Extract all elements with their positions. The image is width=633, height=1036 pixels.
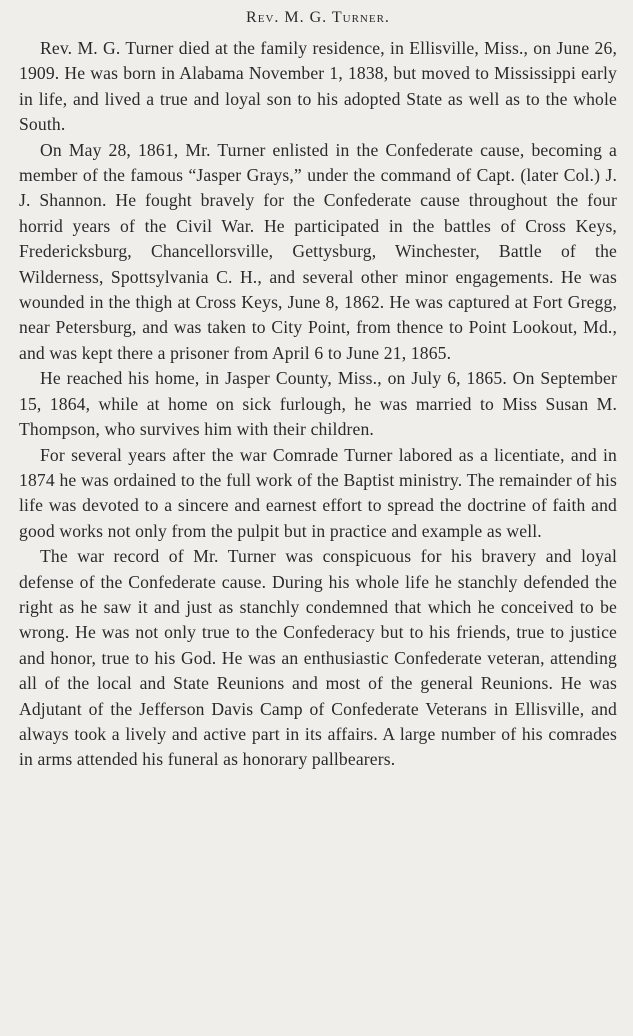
paragraph-ministry: For several years after the war Comrade Turner labored as a licentiate, and in 1874 he was ordained to the full work of the Baptist ministry. The remainder of his life was devoted to a sincere and earnest effort to spread the doctrine of faith and good works not only from the pulpit but in practice and example as well.: [19, 444, 617, 541]
paragraph-death-and-birth: Rev. M. G. Turner died at the family residence, in Ellisville, Miss., on June 26, 1909. He was born in Alabama November 1, 1838, but moved to Mississippi early in life, and lived a true and loyal son to his adopted State as well as to the whole South.: [19, 38, 617, 135]
obituary-heading: Rev. M. G. Turner.: [246, 9, 390, 26]
paragraph-military-service: On May 28, 1861, Mr. Turner enlisted in the Confederate cause, becoming a member of the famous “Jasper Grays,” under the command of Capt. (later Col.) J. J. Shannon. He fought bravely for the Confederate cause throughout the four horrid years of the Civil War. He participated in the battles of Cross Keys, Fredericksburg, Chancellorsville, Gettysburg, Winchester, Battle of the Wilderness, Spottsylvania C. H., and several other minor engagements. He was wounded in the thigh at Cross Keys, June 8, 1862. He was captured at Fort Gregg, near Petersburg, and was taken to City Point, from thence to Point Lookout, Md., and was kept there a prisoner from April 6 to June 21, 1865.: [19, 139, 617, 363]
paragraph-return-and-marriage: He reached his home, in Jasper County, Miss., on July 6, 1865. On September 15, 1864, while at home on sick furlough, he was married to Miss Susan M. Thompson, who survives him with their children.: [19, 368, 617, 440]
paragraph-character-and-legacy: The war record of Mr. Turner was conspicuous for his bravery and loyal defense of the Confederate cause. During his whole life he stanchly defended the right as he saw it and just as stanchly condemned that which he conceived to be wrong. He was not only true to the Confederacy but to his friends, true to justice and honor, true to his God. He was an enthusiastic Confederate veteran, attending all of the local and State Reunions and most of the general Reunions. He was Adjutant of the Jefferson Davis Camp of Confederate Veterans in Ellisville, and always took a lively and active part in its affairs. A large number of his comrades in arms attended his funeral as honorary pallbearers.: [19, 546, 617, 770]
